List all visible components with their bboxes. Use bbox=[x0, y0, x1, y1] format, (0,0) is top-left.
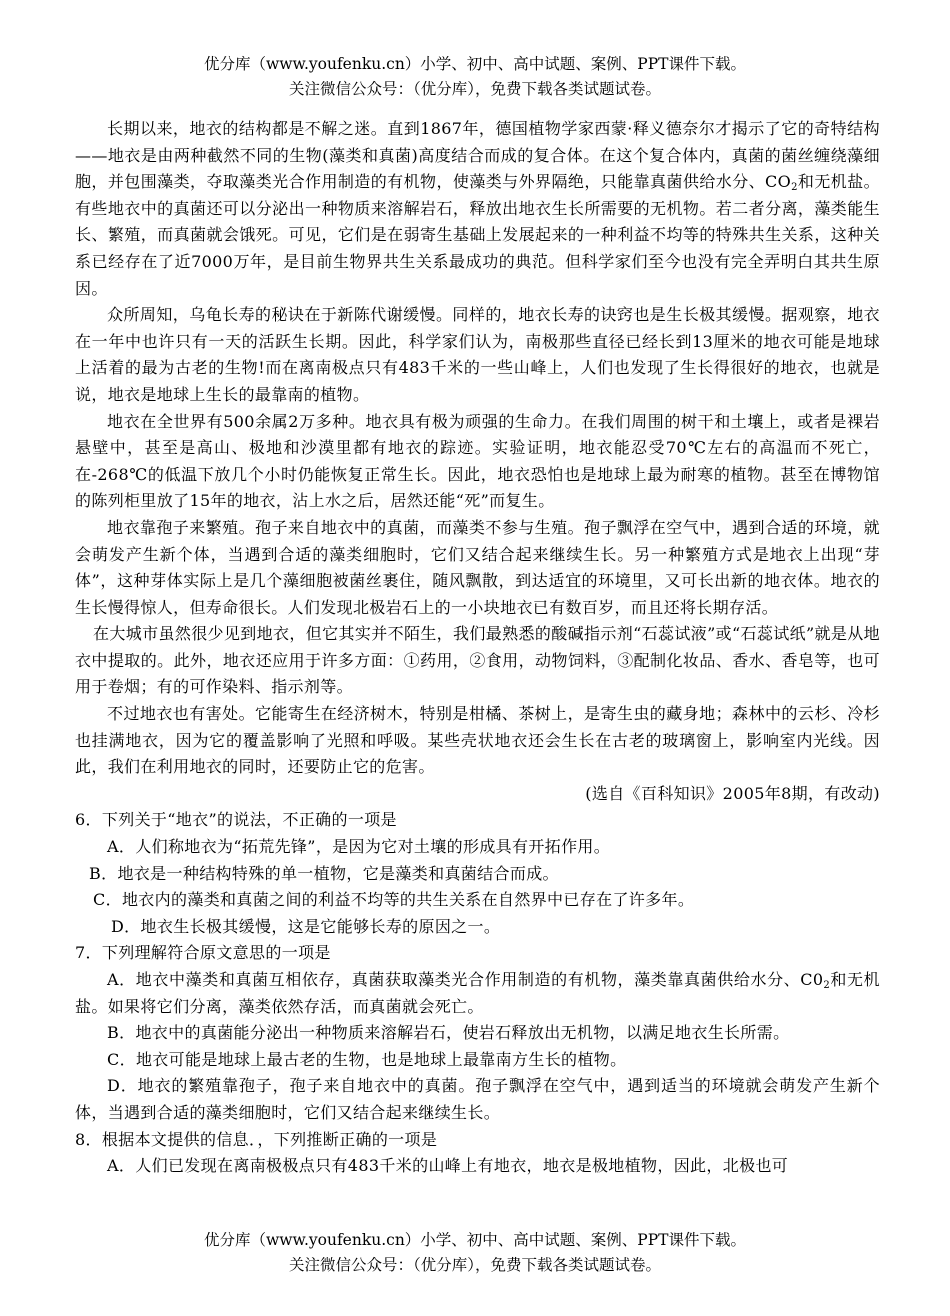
question-7-option-a-part-2: 和无机盐。如果将它们分离，藻类依然存活，而真菌就会死亡。 bbox=[75, 970, 880, 1016]
passage-paragraph-1 bbox=[75, 116, 880, 302]
question-7-option-d: D．地衣的繁殖靠孢子，孢子来自地衣中的真菌。孢子飘浮在空气中，遇到适当的环境就会萌发产生新个体，当遇到合适的藻类细胞时，它们又结合起来继续生长。 bbox=[75, 1076, 880, 1122]
question-7-option-a-part-1: A．地衣中藻类和真菌互相依存，真菌获取藻类光合作用制造的有机物，藻类靠真菌供给水分、C0 bbox=[107, 970, 824, 989]
question-6-option-c: C．地衣内的藻类和真菌之间的利益不均等的共生关系在自然界中已存在了许多年。 bbox=[93, 890, 695, 910]
footer-line-2: 关注微信公众号：（优分库），免费下载各类试题试卷。 bbox=[288, 1256, 661, 1274]
passage-paragraph-5: 在大城市虽然很少见到地衣，但它其实并不陌生，我们最熟悉的酸碱指示剂“石蕊试液”或“石蕊试纸”就是从地衣中提取的。此外，地衣还应用于许多方面：①药用，②食用，动物饲料，③配制化妆品、香水、香皂等，也可用于卷烟；有的可作染料、指示剂等。 bbox=[75, 624, 880, 697]
question-6-option-a: A．人们称地衣为“拓荒先锋”，是因为它对土壤的形成具有开拓作用。 bbox=[107, 837, 611, 857]
document-body bbox=[75, 116, 880, 1180]
passage-paragraph-4: 地衣靠孢子来繁殖。孢子来自地衣中的真菌，而藻类不参与生殖。孢子飘浮在空气中，遇到合适的环境，就会萌发产生新个体，当遇到合适的藻类细胞时，它们又结合起来继续生长。另一种繁殖方式是地衣上出现“芽体”，这种芽体实际上是几个藻细胞被菌丝裹住，随风飘散，到达适宜的环境里，又可长出新的地衣体。地衣的生长慢得惊人，但寿命很长。人们发现北极岩石上的一小块地衣已有数百岁，而且还将长期存活。 bbox=[75, 517, 880, 617]
question-8: 8．根据本文提供的信息．，下列推断正确的一项是 bbox=[75, 1129, 438, 1149]
passage-paragraph-6: 不过地衣也有害处。它能寄生在经济树木，特别是柑橘、茶树上，是寄生虫的藏身地；森林中的云杉、冷杉也挂满地衣，因为它的覆盖影响了光照和呼吸。某些壳状地衣还会生长在古老的玻璃窗上，影响室内光线。因此，我们在利用地衣的同时，还要防止它的危害。 bbox=[75, 704, 880, 777]
header-line-1: 优分库（www.youfenku.cn）小学、初中、高中试题、案例、PPT课件下载。 bbox=[203, 55, 747, 73]
passage-p1-part-a: 长期以来，地衣的结构都是不解之迷。直到1867年，德国植物学家西蒙·释义德奈尔才揭示了它的奇特结构——地衣是由两种截然不同的生物(藻类和真菌)高度结合而成的复合体。在这个复合体内，真菌的菌丝缠绕藻细胞，并包围藻类，夺取藻类光合作用制造的有机物，使藻类与外界隔绝，只能靠真菌供给水分、CO bbox=[75, 119, 880, 192]
passage-paragraph-2: 众所周知，乌龟长寿的秘诀在于新陈代谢缓慢。同样的，地衣长寿的诀窍也是生长极其缓慢。据观察，地衣在一年中也许只有一天的活跃生长期。因此，科学家们认为，南极那些直径已经长到13厘米的地衣可能是地球上活着的最为古老的生物!而在离南极点只有483千米的一些山峰上，人们也发现了生长得很好的地衣，也就是说，地衣是地球上生长的最靠南的植物。 bbox=[75, 305, 880, 404]
passage-p1-subscript: 2 bbox=[791, 182, 798, 194]
question-6-option-d: D．地衣生长极其缓慢，这是它能够长寿的原因之一。 bbox=[111, 916, 501, 936]
passage-source: (选自《百科知识》2005年8期，有改动) bbox=[585, 783, 880, 803]
passage-p1-part-b: 和无机盐。有些地衣中的真菌还可以分泌出一种物质来溶解岩石，释放出地衣生长所需要的无机物。若二者分离，藻类能生长、繁殖，而真菌就会饿死。可见，它们是在弱寄生基础上发展起来的一种利益不均等的特殊共生关系，这种关系已经存在了近7000万年，是目前生物界共生关系最成功的典范。但科学家们至今也没有完全弄明白其共生原因。 bbox=[75, 172, 880, 298]
question-8-option-a: A．人们已发现在离南极极点只有483千米的山峰上有地衣，地衣是极地植物，因此，北极也可 bbox=[107, 1156, 789, 1176]
question-6: 6．下列关于“地衣”的说法，不正确的一项是 bbox=[75, 810, 397, 830]
question-7-option-a-subscript: 2 bbox=[823, 980, 831, 991]
question-6-option-b: B．地衣是一种结构特殊的单一植物，它是藻类和真菌结合而成。 bbox=[89, 863, 559, 883]
header-line-2: 关注微信公众号：（优分库），免费下载各类试题试卷。 bbox=[288, 80, 661, 98]
page-header bbox=[0, 52, 950, 102]
question-7-option-b: B．地衣中的真菌能分泌出一种物质来溶解岩石，使岩石释放出无机物，以满足地衣生长所需。 bbox=[107, 1023, 790, 1043]
question-7: 7．下列理解符合原文意思的一项是 bbox=[75, 943, 331, 963]
question-7-option-a bbox=[75, 967, 880, 1020]
page-footer bbox=[0, 1228, 950, 1278]
question-7-option-c: C．地衣可能是地球上最古老的生物，也是地球上最靠南方生长的植物。 bbox=[107, 1049, 627, 1069]
footer-line-1: 优分库（www.youfenku.cn）小学、初中、高中试题、案例、PPT课件下载。 bbox=[203, 1231, 747, 1249]
passage-paragraph-3: 地衣在全世界有500余属2万多种。地衣具有极为顽强的生命力。在我们周围的树干和土壤上，或者是裸岩悬壁中，甚至是高山、极地和沙漠里都有地衣的踪迹。实验证明，地衣能忍受70℃左右的高温而不死亡，在-268℃的低温下放几个小时仍能恢复正常生长。因此，地衣恐怕也是地球上最为耐寒的植物。甚至在博物馆的陈列柜里放了15年的地衣，沾上水之后，居然还能“死”而复生。 bbox=[75, 411, 880, 511]
